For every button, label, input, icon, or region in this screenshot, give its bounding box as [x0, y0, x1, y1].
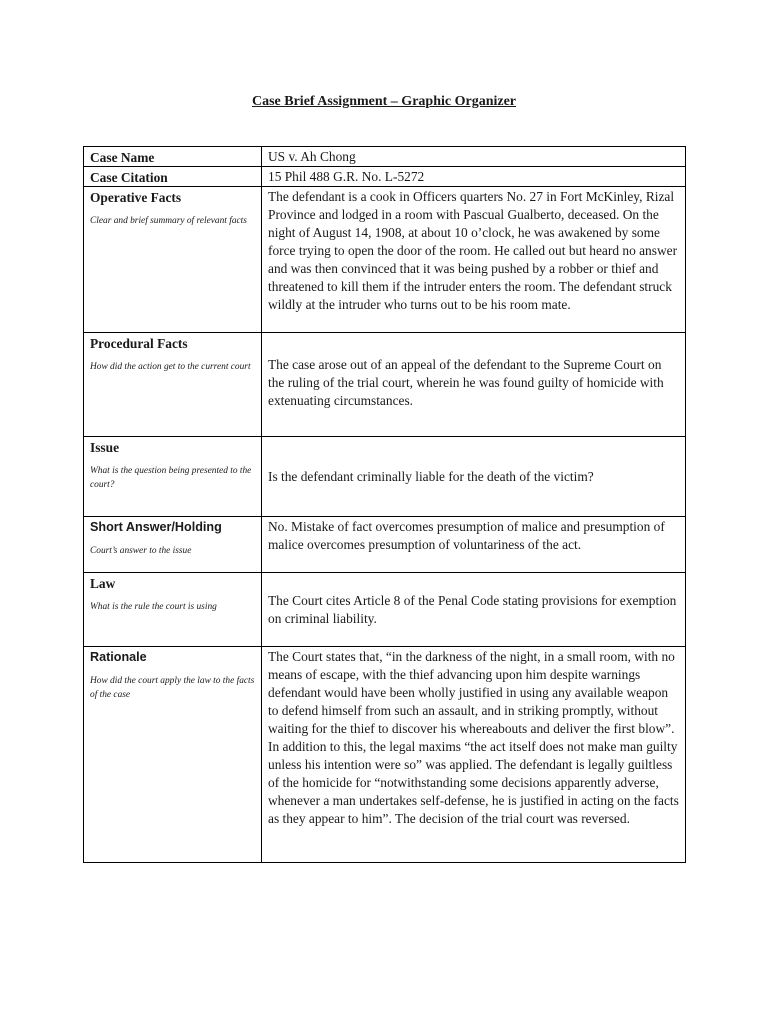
- row-label: Operative Facts: [90, 190, 182, 205]
- row-short-answer: [84, 517, 686, 573]
- row-label-cell: [84, 147, 262, 167]
- row-case-name: [84, 147, 686, 167]
- row-value: The case arose out of an appeal of the defendant to the Supreme Court on the ruling of the trial court, wherein he was found guilty of homicide with extenuating circumstances.: [262, 333, 686, 437]
- row-label: Short Answer/Holding: [90, 520, 222, 534]
- row-value: Is the defendant criminally liable for the death of the victim?: [262, 437, 686, 517]
- row-label-cell: [84, 187, 262, 333]
- row-value: US v. Ah Chong: [262, 147, 686, 167]
- row-hint: What is the rule the court is using: [90, 602, 217, 612]
- row-label: Law: [90, 576, 116, 591]
- row-label: Case Name: [90, 150, 155, 165]
- row-value: No. Mistake of fact overcomes presumption of malice and presumption of malice overcomes presumption of voluntariness of the act.: [262, 517, 686, 573]
- row-label-cell: [84, 333, 262, 437]
- row-hint: Clear and brief summary of relevant facts: [90, 216, 247, 226]
- row-procedural-facts: [84, 333, 686, 437]
- row-value: The defendant is a cook in Officers quarters No. 27 in Fort McKinley, Rizal Province and lodged in a room with Pascual Gualberto, deceased. On the night of August 14, 1908, at about 10 o’clock, he was awakened by some force trying to open the door of the room. He called out but heard no answer and was then convinced that it was being pushed by a robber or thief and threatened to kill them if the intruder enters the room. The defendant struck wildly at the intruder who turns out to be his room mate.: [262, 187, 686, 333]
- row-value: The Court cites Article 8 of the Penal Code stating provisions for exemption on criminal liability.: [262, 573, 686, 647]
- row-hint: Court’s answer to the issue: [90, 546, 192, 556]
- row-law: [84, 573, 686, 647]
- row-hint: How did the court apply the law to the facts of the case: [90, 676, 255, 700]
- row-hint: What is the question being presented to the court?: [90, 466, 252, 490]
- case-brief-table: [83, 146, 686, 863]
- row-rationale: [84, 647, 686, 863]
- row-issue: [84, 437, 686, 517]
- row-label-cell: [84, 167, 262, 187]
- row-label-cell: [84, 517, 262, 573]
- row-case-citation: [84, 167, 686, 187]
- row-label: Issue: [90, 440, 120, 455]
- document-title: Case Brief Assignment – Graphic Organizer: [251, 94, 517, 109]
- row-label: Rationale: [90, 650, 147, 664]
- row-value: 15 Phil 488 G.R. No. L-5272: [262, 167, 686, 187]
- row-value: The Court states that, “in the darkness of the night, in a small room, with no means of escape, with the thief advancing upon him despite warnings defendant would have been wholly justified in using any available weapon to defend himself from such an assault, and in striking promptly, without waiting for the thief to discover his whereabouts and deliver the first blow”. In addition to this, the legal maxims “the act itself does not make man guilty unless his intention were so” was applied. The defendant is legally guiltless of the homicide for “notwithstanding some decisions apparently adverse, whenever a man undertakes self-defense, he is justified in acting on the facts as they appear to him”. The decision of the trial court was reversed.: [262, 647, 686, 863]
- row-label: Procedural Facts: [90, 336, 188, 351]
- row-label-cell: [84, 437, 262, 517]
- row-label: Case Citation: [90, 170, 168, 185]
- row-hint: How did the action get to the current court: [90, 362, 251, 372]
- row-label-cell: [84, 573, 262, 647]
- row-operative-facts: [84, 187, 686, 333]
- row-label-cell: [84, 647, 262, 863]
